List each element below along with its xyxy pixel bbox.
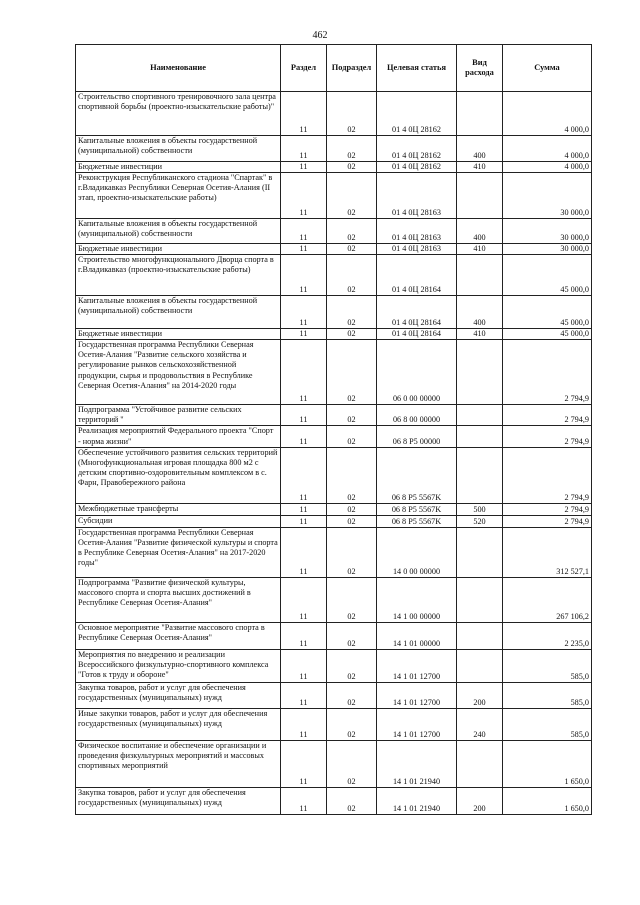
row-name: Закупка товаров, работ и услуг для обеспечения государственных (муниципальных) нужд	[76, 787, 281, 814]
row-target: 14 1 01 12700	[377, 708, 457, 740]
row-name: Подпрограмма "Устойчивое развитие сельских территорий "	[76, 405, 281, 426]
row-name: Строительство спортивного тренировочного зала центра спортивной борьбы (проектно-изыскательские работы)"	[76, 92, 281, 136]
row-name: Обеспечение устойчивого развития сельских территорий (Многофункциональная игровая площадка 800 м2 с детским спортивно-оздоровительным комплексом в с. Фарн, Правобережного района	[76, 447, 281, 503]
row-amount: 1 650,0	[503, 787, 592, 814]
row-target: 14 1 01 00000	[377, 622, 457, 649]
row-subsection: 02	[327, 219, 377, 244]
row-target: 01 4 0Ц 28164	[377, 329, 457, 340]
table-header-row	[76, 45, 592, 92]
row-target: 01 4 0Ц 28163	[377, 219, 457, 244]
row-target: 06 8 00 00000	[377, 405, 457, 426]
row-target: 01 4 0Ц 28164	[377, 296, 457, 329]
table-row	[76, 503, 592, 515]
header-section: Раздел	[281, 45, 327, 92]
header-subsection: Подраздел	[327, 45, 377, 92]
row-type	[457, 92, 503, 136]
row-subsection: 02	[327, 787, 377, 814]
row-amount: 45 000,0	[503, 255, 592, 296]
row-target: 14 0 00 00000	[377, 527, 457, 577]
row-subsection: 02	[327, 405, 377, 426]
row-subsection: 02	[327, 329, 377, 340]
row-name: Государственная программа Республики Северная Осетия-Алания "Развитие сельского хозяйства и регулирование рынков сельскохозяйственной продукции, сырья и продовольствия в Республике Северная Осетия-Алания" на 2014-2020 годы	[76, 340, 281, 405]
row-name: Субсидии	[76, 515, 281, 527]
table-row	[76, 92, 592, 136]
row-section: 11	[281, 162, 327, 173]
row-target: 01 4 0Ц 28162	[377, 136, 457, 162]
row-amount: 312 527,1	[503, 527, 592, 577]
row-name: Основное мероприятие "Развитие массового спорта в Республике Северная Осетия-Алания"	[76, 622, 281, 649]
row-subsection: 02	[327, 296, 377, 329]
row-target: 14 1 01 21940	[377, 740, 457, 787]
row-subsection: 02	[327, 503, 377, 515]
row-subsection: 02	[327, 622, 377, 649]
table-row	[76, 447, 592, 503]
row-section: 11	[281, 708, 327, 740]
row-section: 11	[281, 649, 327, 682]
row-name: Государственная программа Республики Северная Осетия-Алания "Развитие физической культуры и спорта в Республике Северная Осетия-Алания" на 2017-2020 годы"	[76, 527, 281, 577]
table-row	[76, 740, 592, 787]
row-subsection: 02	[327, 340, 377, 405]
row-amount: 2 235,0	[503, 622, 592, 649]
row-subsection: 02	[327, 682, 377, 708]
row-subsection: 02	[327, 577, 377, 622]
row-section: 11	[281, 173, 327, 219]
row-name: Капитальные вложения в объекты государственной (муниципальной) собственности	[76, 296, 281, 329]
row-subsection: 02	[327, 92, 377, 136]
row-section: 11	[281, 92, 327, 136]
table-row	[76, 649, 592, 682]
row-subsection: 02	[327, 162, 377, 173]
row-type	[457, 527, 503, 577]
row-section: 11	[281, 622, 327, 649]
row-target: 14 1 01 12700	[377, 682, 457, 708]
row-section: 11	[281, 577, 327, 622]
row-type: 500	[457, 503, 503, 515]
row-amount: 4 000,0	[503, 162, 592, 173]
header-amount: Сумма	[503, 45, 592, 92]
table-row	[76, 708, 592, 740]
row-amount: 585,0	[503, 649, 592, 682]
row-type	[457, 405, 503, 426]
row-target: 06 0 00 00000	[377, 340, 457, 405]
row-type: 410	[457, 329, 503, 340]
table-row	[76, 622, 592, 649]
table-row	[76, 244, 592, 255]
row-subsection: 02	[327, 136, 377, 162]
row-type	[457, 649, 503, 682]
row-name: Капитальные вложения в объекты государственной (муниципальной) собственности	[76, 219, 281, 244]
table-row	[76, 426, 592, 447]
row-section: 11	[281, 405, 327, 426]
row-section: 11	[281, 503, 327, 515]
row-type: 400	[457, 296, 503, 329]
row-target: 14 1 01 12700	[377, 649, 457, 682]
row-section: 11	[281, 515, 327, 527]
row-subsection: 02	[327, 515, 377, 527]
row-amount: 585,0	[503, 682, 592, 708]
row-target: 06 8 P5 00000	[377, 426, 457, 447]
row-target: 01 4 0Ц 28162	[377, 162, 457, 173]
row-target: 01 4 0Ц 28162	[377, 92, 457, 136]
row-type: 400	[457, 219, 503, 244]
row-section: 11	[281, 219, 327, 244]
row-name: Подпрограмма "Развитие физической культуры, массового спорта и спорта высших достижений в Республике Северная Осетия-Алания"	[76, 577, 281, 622]
row-name: Бюджетные инвестиции	[76, 329, 281, 340]
row-section: 11	[281, 740, 327, 787]
row-name: Иные закупки товаров, работ и услуг для обеспечения государственных (муниципальных) нужд	[76, 708, 281, 740]
row-amount: 45 000,0	[503, 296, 592, 329]
row-subsection: 02	[327, 426, 377, 447]
row-type: 200	[457, 787, 503, 814]
row-amount: 2 794,9	[503, 426, 592, 447]
row-name: Капитальные вложения в объекты государственной (муниципальной) собственности	[76, 136, 281, 162]
row-section: 11	[281, 787, 327, 814]
table-row	[76, 219, 592, 244]
row-subsection: 02	[327, 255, 377, 296]
row-section: 11	[281, 136, 327, 162]
row-section: 11	[281, 527, 327, 577]
header-type: Вид расхода	[457, 45, 503, 92]
table-row	[76, 682, 592, 708]
table-row	[76, 136, 592, 162]
table-row	[76, 787, 592, 814]
row-section: 11	[281, 244, 327, 255]
row-section: 11	[281, 340, 327, 405]
table-row	[76, 329, 592, 340]
row-name: Реализация мероприятий Федерального проекта "Спорт - норма жизни"	[76, 426, 281, 447]
row-target: 01 4 0Ц 28163	[377, 173, 457, 219]
page-number: 462	[312, 30, 328, 41]
row-subsection: 02	[327, 244, 377, 255]
row-type	[457, 622, 503, 649]
row-name: Физическое воспитание и обеспечение организации и проведения физкультурных мероприятий и массовых спортивных мероприятий	[76, 740, 281, 787]
row-name: Строительство многофункционального Дворца спорта в г.Владикавказ (проектно-изыскательские работы)	[76, 255, 281, 296]
row-name: Закупка товаров, работ и услуг для обеспечения государственных (муниципальных) нужд	[76, 682, 281, 708]
row-subsection: 02	[327, 649, 377, 682]
row-amount: 267 106,2	[503, 577, 592, 622]
header-target: Целевая статья	[377, 45, 457, 92]
row-name: Реконструкция Республиканского стадиона "Спартак" в г.Владикавказ Республики Северная Осетия-Алания (II этап, проектно-изыскательские работы)	[76, 173, 281, 219]
table-row	[76, 405, 592, 426]
row-amount: 2 794,9	[503, 447, 592, 503]
table-row	[76, 173, 592, 219]
row-type: 410	[457, 162, 503, 173]
row-type	[457, 740, 503, 787]
row-amount: 30 000,0	[503, 173, 592, 219]
row-amount: 1 650,0	[503, 740, 592, 787]
row-target: 06 8 P5 5567K	[377, 447, 457, 503]
row-amount: 4 000,0	[503, 136, 592, 162]
row-type	[457, 255, 503, 296]
row-target: 01 4 0Ц 28164	[377, 255, 457, 296]
row-amount: 30 000,0	[503, 219, 592, 244]
row-type	[457, 447, 503, 503]
row-amount: 30 000,0	[503, 244, 592, 255]
budget-table	[75, 44, 592, 815]
row-subsection: 02	[327, 447, 377, 503]
table-row	[76, 296, 592, 329]
row-type: 200	[457, 682, 503, 708]
row-target: 06 8 P5 5567K	[377, 515, 457, 527]
row-section: 11	[281, 296, 327, 329]
row-name: Мероприятия по внедрению и реализации Всероссийского физкультурно-спортивного комплекса "Готов к труду и обороне"	[76, 649, 281, 682]
row-subsection: 02	[327, 527, 377, 577]
row-section: 11	[281, 426, 327, 447]
row-name: Бюджетные инвестиции	[76, 162, 281, 173]
row-target: 14 1 01 21940	[377, 787, 457, 814]
row-name: Бюджетные инвестиции	[76, 244, 281, 255]
table-row	[76, 527, 592, 577]
table-row	[76, 162, 592, 173]
row-name: Межбюджетные трансферты	[76, 503, 281, 515]
row-target: 01 4 0Ц 28163	[377, 244, 457, 255]
row-amount: 2 794,9	[503, 405, 592, 426]
row-section: 11	[281, 329, 327, 340]
row-amount: 2 794,9	[503, 340, 592, 405]
row-type	[457, 173, 503, 219]
row-amount: 4 000,0	[503, 92, 592, 136]
row-type: 520	[457, 515, 503, 527]
row-amount: 2 794,9	[503, 503, 592, 515]
table-row	[76, 255, 592, 296]
row-section: 11	[281, 255, 327, 296]
row-subsection: 02	[327, 740, 377, 787]
table-row	[76, 577, 592, 622]
row-amount: 45 000,0	[503, 329, 592, 340]
row-subsection: 02	[327, 708, 377, 740]
row-type: 400	[457, 136, 503, 162]
header-name: Наименование	[76, 45, 281, 92]
row-type	[457, 577, 503, 622]
row-type	[457, 426, 503, 447]
row-type	[457, 340, 503, 405]
row-type: 240	[457, 708, 503, 740]
table-row	[76, 515, 592, 527]
table-row	[76, 340, 592, 405]
row-subsection: 02	[327, 173, 377, 219]
row-target: 14 1 00 00000	[377, 577, 457, 622]
row-target: 06 8 P5 5567K	[377, 503, 457, 515]
row-amount: 2 794,9	[503, 515, 592, 527]
row-type: 410	[457, 244, 503, 255]
row-section: 11	[281, 682, 327, 708]
row-amount: 585,0	[503, 708, 592, 740]
row-section: 11	[281, 447, 327, 503]
